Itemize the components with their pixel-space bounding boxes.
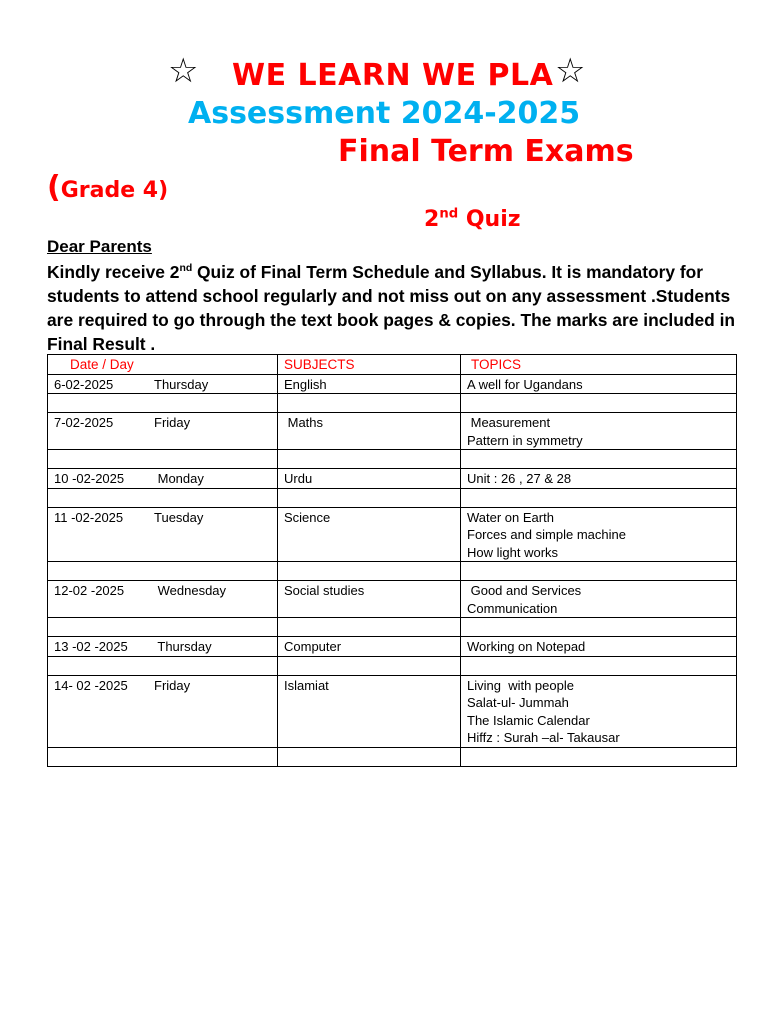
date-text: 6-02-2025 bbox=[54, 376, 114, 392]
empty-cell bbox=[278, 562, 461, 581]
empty-cell bbox=[461, 450, 737, 469]
subject-cell: Maths bbox=[278, 413, 461, 450]
intro-sup: nd bbox=[179, 263, 193, 275]
empty-cell bbox=[461, 618, 737, 637]
topic-line: Unit : 26 , 27 & 28 bbox=[467, 471, 572, 486]
empty-cell bbox=[48, 562, 278, 581]
day-text: Tuesday bbox=[154, 509, 204, 525]
grade-text: Grade 4) bbox=[60, 178, 169, 203]
empty-cell bbox=[278, 618, 461, 637]
topics-cell bbox=[461, 507, 737, 562]
exam-title: Final Term Exams bbox=[338, 134, 634, 169]
date-day-cell bbox=[48, 675, 278, 747]
empty-cell bbox=[461, 747, 737, 766]
intro-after: Quiz of Final Term Schedule and Syllabus. It is mandatory for students to attend school regularly and not miss out on any assessment .Students are required to go through the text book pages & copies. The marks are included in Final Result . bbox=[47, 262, 736, 354]
salutation: Dear Parents bbox=[47, 237, 152, 256]
empty-cell bbox=[461, 656, 737, 675]
quiz-word: Quiz bbox=[465, 207, 521, 232]
date-text: 14- 02 -2025 bbox=[54, 677, 128, 693]
table-row bbox=[48, 675, 737, 747]
date-day-cell bbox=[48, 637, 278, 657]
topic-line: Water on Earth bbox=[467, 509, 554, 525]
star-right-icon: ☆ bbox=[555, 51, 586, 91]
header-topics: TOPICS bbox=[461, 355, 737, 375]
grade-label bbox=[47, 170, 168, 205]
date-text: 11 -02-2025 bbox=[54, 509, 124, 525]
day-text: Monday bbox=[154, 471, 204, 486]
topic-line: How light works bbox=[467, 544, 559, 560]
topics-cell bbox=[461, 675, 737, 747]
subject-cell: Social studies bbox=[278, 581, 461, 618]
subject-cell: Science bbox=[278, 507, 461, 562]
day-text: Wednesday bbox=[154, 583, 227, 598]
table-row bbox=[48, 469, 737, 489]
quiz-number: 2 bbox=[424, 207, 440, 232]
assessment-title: Assessment 2024-2025 bbox=[188, 96, 581, 131]
empty-cell bbox=[461, 394, 737, 413]
topics-cell bbox=[461, 374, 737, 394]
table-spacer-row bbox=[48, 656, 737, 675]
topic-line: Hiffz : Surah –al- Takausar bbox=[467, 730, 620, 745]
empty-cell bbox=[48, 394, 278, 413]
table-header-row bbox=[48, 355, 737, 375]
quiz-label bbox=[424, 207, 521, 232]
day-text: Thursday bbox=[154, 376, 209, 392]
subject-cell: Computer bbox=[278, 637, 461, 657]
empty-cell bbox=[461, 562, 737, 581]
star-left-icon: ☆ bbox=[168, 51, 199, 91]
header-subjects: SUBJECTS bbox=[278, 355, 461, 375]
table-row bbox=[48, 507, 737, 562]
topics-cell bbox=[461, 469, 737, 489]
school-name: WE LEARN WE PLA bbox=[232, 58, 554, 93]
table-spacer-row bbox=[48, 394, 737, 413]
table-spacer-row bbox=[48, 450, 737, 469]
empty-cell bbox=[48, 656, 278, 675]
subject-cell: Islamiat bbox=[278, 675, 461, 747]
date-day-cell bbox=[48, 581, 278, 618]
topic-line: Working on Notepad bbox=[467, 639, 586, 654]
topic-line: Measurement bbox=[467, 415, 551, 430]
empty-cell bbox=[278, 450, 461, 469]
table-row bbox=[48, 581, 737, 618]
table-spacer-row bbox=[48, 618, 737, 637]
topic-line: A well for Ugandans bbox=[467, 376, 583, 392]
topic-line: Pattern in symmetry bbox=[467, 432, 583, 448]
topic-line: The Islamic Calendar bbox=[467, 712, 590, 728]
table-spacer-row bbox=[48, 488, 737, 507]
day-text: Friday bbox=[154, 415, 191, 430]
empty-cell bbox=[48, 618, 278, 637]
day-text: Thursday bbox=[154, 639, 212, 654]
empty-cell bbox=[278, 747, 461, 766]
empty-cell bbox=[278, 656, 461, 675]
topic-line: Good and Services bbox=[467, 583, 582, 598]
table-row bbox=[48, 374, 737, 394]
table-spacer-row bbox=[48, 562, 737, 581]
date-text: 12-02 -2025 bbox=[54, 583, 125, 598]
date-text: 7-02-2025 bbox=[54, 415, 114, 430]
empty-cell bbox=[461, 488, 737, 507]
table-row bbox=[48, 413, 737, 450]
topics-cell bbox=[461, 581, 737, 618]
quiz-sup: nd bbox=[439, 206, 459, 222]
topic-line: Communication bbox=[467, 600, 558, 616]
date-text: 13 -02 -2025 bbox=[54, 639, 128, 654]
topics-cell bbox=[461, 637, 737, 657]
empty-cell bbox=[278, 394, 461, 413]
intro-paragraph bbox=[47, 260, 737, 356]
empty-cell bbox=[48, 747, 278, 766]
date-day-cell bbox=[48, 413, 278, 450]
date-day-cell bbox=[48, 374, 278, 394]
date-text: 10 -02-2025 bbox=[54, 471, 125, 486]
empty-cell bbox=[48, 450, 278, 469]
grade-paren: ( bbox=[47, 170, 61, 205]
schedule-table bbox=[47, 354, 737, 767]
topic-line: Salat-ul- Jummah bbox=[467, 695, 569, 710]
topic-line: Living with people bbox=[467, 677, 574, 693]
date-day-cell bbox=[48, 507, 278, 562]
subject-cell: English bbox=[278, 374, 461, 394]
topics-cell bbox=[461, 413, 737, 450]
empty-cell bbox=[278, 488, 461, 507]
day-text: Friday bbox=[154, 677, 191, 693]
subject-cell: Urdu bbox=[278, 469, 461, 489]
empty-cell bbox=[48, 488, 278, 507]
intro-before: Kindly receive 2 bbox=[47, 262, 180, 282]
header-date-day: Date / Day bbox=[48, 355, 278, 375]
date-day-cell bbox=[48, 469, 278, 489]
table-spacer-row bbox=[48, 747, 737, 766]
table-row bbox=[48, 637, 737, 657]
topic-line: Forces and simple machine bbox=[467, 527, 626, 542]
